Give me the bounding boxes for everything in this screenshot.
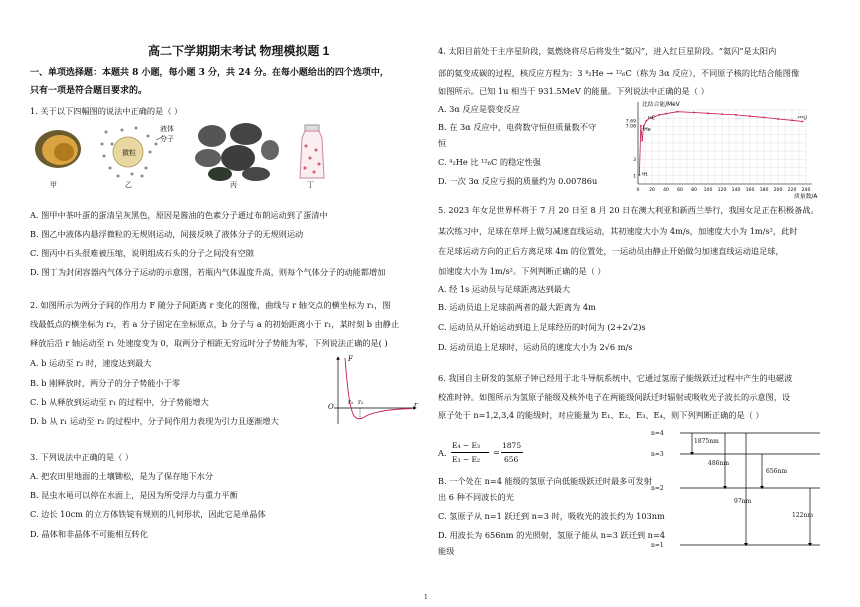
binding-energy-chart bbox=[608, 96, 832, 200]
data-point bbox=[735, 114, 737, 116]
nuclide-U: ²³⁵U bbox=[797, 116, 807, 122]
q4-stem-2: 部的氦变成碳的过程，核反应方程为：3 ⁴₂He → ¹²₆C（称为 3α 反应），不同原子核的比结合能图像 bbox=[438, 68, 800, 78]
q2-option-d: D. b 从 r₁ 运动至 r₂ 的过程中，分子间作用力表现为引力且逐渐增大 bbox=[30, 416, 279, 426]
data-point bbox=[749, 115, 751, 117]
q6-option-d-cont: 能级 bbox=[438, 546, 455, 556]
q2-stem-1: 2. 如图所示为两分子间的作用力 F 随分子间距离 r 变化的图像，曲线与 r 轴交点的横坐标为 r₁，图 bbox=[30, 300, 391, 310]
q1-option-c: C. 图丙中石头很难被压缩，说明组成石头的分子之间没有空隙 bbox=[30, 248, 255, 258]
q6-option-d: D. 用波长为 656nm 的光照射，氢原子能从 n=3 跃迁到 n=4 bbox=[438, 530, 666, 540]
wavelength-486: 486nm bbox=[708, 460, 730, 467]
q5-option-d: D. 运动员追上足球时，运动员的速度大小为 2√6 m/s bbox=[438, 342, 633, 352]
caption-bing: 丙 bbox=[230, 181, 237, 189]
x-tick-label: 100 bbox=[703, 188, 713, 193]
fraction-left-den: E₃ − E₂ bbox=[452, 455, 481, 464]
y-axis-label: 比结合能/MeV bbox=[642, 102, 680, 108]
q4-option-d: D. 一次 3α 反应亏损的质量约为 0.00786u bbox=[438, 176, 598, 186]
data-point bbox=[643, 125, 645, 127]
fraction-right-num: 1875 bbox=[502, 441, 522, 450]
page-title: 高二下学期期末考试 物理模拟题 1 bbox=[148, 44, 330, 58]
data-point bbox=[693, 112, 695, 114]
level-n3: n=3 bbox=[651, 451, 664, 458]
graph-label-r1: r₁ bbox=[348, 399, 354, 406]
q4-option-b: B. 在 3α 反应中，电荷数守恒但质量数不守 bbox=[438, 122, 597, 132]
level-n1: n=1 bbox=[651, 542, 664, 549]
rocks-image bbox=[190, 122, 280, 182]
nuclide-He: ⁴He bbox=[642, 127, 651, 133]
force-distance-graph bbox=[318, 354, 418, 426]
q2-option-a: A. b 运动至 r₂ 时，速度达到最大 bbox=[30, 358, 152, 368]
q2-option-b: B. b 刚释放时，两分子的分子势能小于零 bbox=[30, 378, 181, 388]
q4-stem-1: 4. 太阳目前处于主序星阶段，氦燃烧将尽后将发生“氦闪”，进入红巨星阶段。“氦闪”是太阳内 bbox=[438, 46, 777, 56]
y-tick-label: 7.69 bbox=[625, 119, 636, 125]
particle-label: 微粒 bbox=[122, 149, 136, 157]
q1-option-d: D. 图丁为封闭容器内气体分子运动的示意图，若瓶内气体温度升高，则每个气体分子的动能都增加 bbox=[30, 267, 386, 277]
graph-label-r2: r₂ bbox=[358, 399, 364, 406]
q5-option-b: B. 运动员追上足球前两者的最大距离为 4m bbox=[438, 302, 596, 312]
x-tick-label: 220 bbox=[787, 188, 797, 193]
caption-jia: 甲 bbox=[50, 181, 57, 189]
graph-label-r: r bbox=[414, 401, 418, 409]
data-point bbox=[721, 113, 723, 115]
q3-option-c: C. 边长 10cm 的立方体铁锭有规则的几何形状，因此它是单晶体 bbox=[30, 509, 266, 519]
q3-stem: 3. 下列说法中正确的是（ ） bbox=[30, 452, 134, 462]
liquid-label-2: 分子 bbox=[160, 135, 174, 143]
q4-option-b-cont: 恒 bbox=[438, 138, 447, 148]
data-point bbox=[641, 140, 643, 142]
egg-image bbox=[34, 128, 82, 170]
level-n4: n=4 bbox=[651, 430, 664, 437]
wavelength-656: 656nm bbox=[766, 468, 788, 475]
x-tick-label: 20 bbox=[649, 188, 655, 193]
liquid-label-1: 液体 bbox=[160, 125, 174, 133]
x-tick-label: 160 bbox=[745, 188, 755, 193]
graph-label-O: O bbox=[328, 403, 334, 411]
q1-option-a: A. 图甲中茶叶蛋的蛋清呈灰黑色，原因是酱油的色素分子通过布朗运动到了蛋清中 bbox=[30, 210, 328, 220]
q6-option-b: B. 一个处在 n=4 能级的氢原子向低能级跃迁时最多可发射 bbox=[438, 476, 652, 486]
nuclide-H: ²H bbox=[641, 172, 648, 178]
q6-line-1: 6. 我国自主研发的氢原子钟已经用于北斗导航系统中，它通过氢原子能级跃迁过程中产生的电磁波 bbox=[438, 373, 793, 383]
data-point bbox=[763, 117, 765, 119]
q1-stem: 1. 关于以下四幅图的说法中正确的是（ ） bbox=[30, 106, 183, 116]
level-n2: n=2 bbox=[651, 485, 664, 492]
x-tick-label: 60 bbox=[677, 188, 683, 193]
q1-option-b: B. 图乙中液体内悬浮微粒的无规则运动，间接反映了液体分子的无规则运动 bbox=[30, 229, 304, 239]
q5-line-4: 加速度大小为 1m/s²。下列判断正确的是（ ） bbox=[438, 266, 606, 276]
q2-option-c: C. b 从释放到运动至 r₁ 的过程中，分子势能增大 bbox=[30, 397, 209, 407]
q3-option-b: B. 昆虫水黾可以停在水面上，是因为所受浮力与重力平衡 bbox=[30, 490, 238, 500]
q5-line-1: 5. 2023 年女足世界杯将于 7 月 20 日至 8 月 20 日在澳大利亚和新西兰举行，我国女足正在积极备战。 bbox=[438, 205, 819, 215]
q5-line-3: 在足球运动方向的正后方离足球 4m 的位置处，一运动员由静止开始做匀加速直线运动追足球， bbox=[438, 246, 784, 256]
wavelength-1875: 1875nm bbox=[694, 438, 719, 445]
data-point bbox=[707, 112, 709, 114]
q3-option-a: A. 把农田里地面的土壤锄松，是为了保存地下水分 bbox=[30, 471, 214, 481]
x-tick-label: 0 bbox=[636, 188, 640, 193]
q5-option-a: A. 经 1s 运动员与足球距离达到最大 bbox=[438, 284, 571, 294]
wavelength-97: 97nm bbox=[734, 498, 752, 505]
q6-option-c: C. 氢原子从 n=1 跃迁到 n=3 时，吸收光的波长约为 103nm bbox=[438, 511, 665, 521]
x-tick-label: 180 bbox=[759, 188, 769, 193]
x-tick-label: 80 bbox=[691, 188, 697, 193]
section-heading-2: 只有一项是符合题目要求的。 bbox=[30, 86, 148, 96]
data-point bbox=[658, 114, 660, 116]
fraction-equals: = bbox=[493, 447, 500, 457]
x-axis-label: 质量数/A bbox=[794, 194, 818, 200]
x-tick-label: 200 bbox=[773, 188, 783, 193]
q6-option-b-cont: 出 6 种不同波长的光 bbox=[438, 492, 514, 502]
y-tick-label: 1 bbox=[633, 174, 636, 180]
q6-line-2: 校准时钟。如图所示为氢原子能级及核外电子在两能级间跃迁时辐射或吸收光子波长的示意图，设 bbox=[438, 392, 791, 402]
q1-images bbox=[30, 122, 420, 184]
y-tick-label: 7.08 bbox=[625, 124, 636, 130]
fraction-left-num: E₄ − E₃ bbox=[452, 441, 481, 450]
data-point bbox=[676, 111, 678, 113]
data-point bbox=[665, 113, 667, 115]
x-tick-label: 140 bbox=[731, 188, 741, 193]
gas-bottle-image bbox=[292, 124, 332, 180]
wavelength-122: 122nm bbox=[792, 512, 814, 519]
caption-yi: 乙 bbox=[125, 181, 132, 189]
q6-option-a bbox=[438, 438, 558, 468]
graph-label-F: F bbox=[348, 355, 353, 363]
q3-option-d: D. 晶体和非晶体不可能相互转化 bbox=[30, 529, 148, 539]
section-heading-1: 一、单项选择题：本题共 8 小题，每小题 3 分，共 24 分。在每小题给出的四个选项中， bbox=[30, 68, 389, 78]
data-point bbox=[791, 119, 793, 121]
data-point bbox=[640, 125, 642, 127]
caption-ding: 丁 bbox=[307, 181, 314, 189]
x-tick-label: 120 bbox=[717, 188, 727, 193]
q4-stem-3: 如图所示。已知 1u 相当于 931.5MeV 的能量。下列说法中正确的是（ ） bbox=[438, 86, 709, 96]
x-tick-label: 40 bbox=[663, 188, 669, 193]
data-point bbox=[639, 174, 641, 176]
nuclide-C: ¹²C bbox=[647, 116, 656, 122]
q4-option-c: C. ⁴₂He 比 ¹²₆C 的稳定性强 bbox=[438, 157, 541, 167]
q2-stem-3: 释放后沿 r 轴运动至 r₁ 处速度变为 0，取两分子相距无穷远时分子势能为零，下列说法正确的是( ) bbox=[30, 338, 388, 348]
q5-option-c: C. 运动员从开始运动到追上足球经历的时间为 (2+2√2)s bbox=[438, 322, 646, 332]
x-tick-label: 240 bbox=[801, 188, 811, 193]
q2-stem-2: 线最低点的横坐标为 r₂，若 a 分子固定在坐标原点，b 分子与 a 的初始距离小于 r₁，某时刻 b 由静止 bbox=[30, 319, 400, 329]
fraction-right-den: 656 bbox=[504, 455, 519, 464]
q6-line-3: 原子处于 n=1,2,3,4 的能级时，对应能量为 E₁、E₂、E₃、E₄，则下列判断正确的是（ ） bbox=[438, 410, 764, 420]
data-point bbox=[777, 118, 779, 120]
q5-line-2: 某次练习中，足球在草坪上做匀减速直线运动，其初速度大小为 4m/s，加速度大小为 1m/s²，此时 bbox=[438, 226, 798, 236]
q4-option-a: A. 3α 反应是裂变反应 bbox=[438, 104, 520, 114]
page-number: 1 bbox=[424, 594, 428, 601]
q6-option-a-label: A. bbox=[438, 448, 447, 458]
y-tick-label: 3 bbox=[633, 157, 636, 163]
